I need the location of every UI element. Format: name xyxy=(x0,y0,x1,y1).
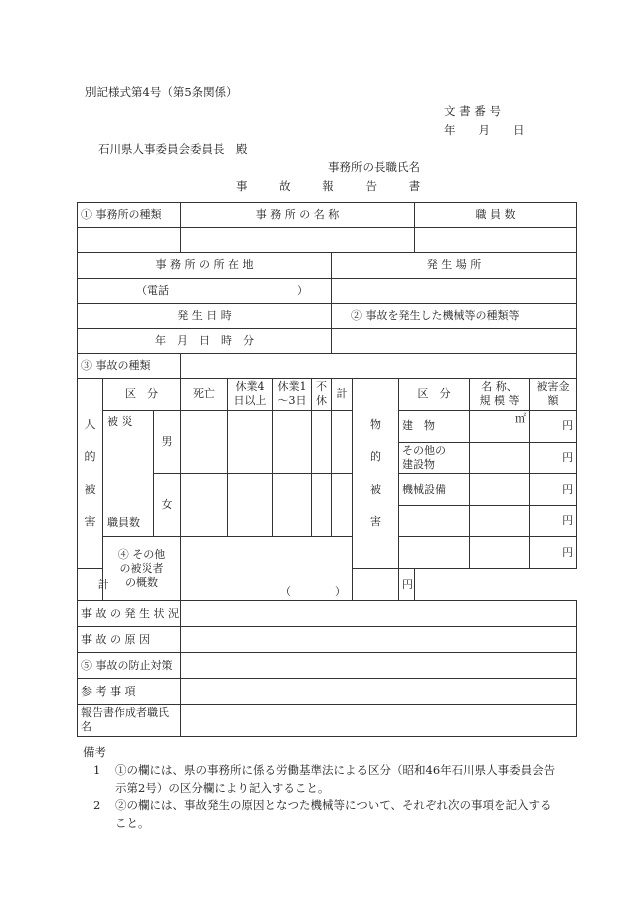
reference-field[interactable] xyxy=(181,679,577,705)
death-header: 死亡 xyxy=(181,379,228,411)
blank-property-size-cell[interactable] xyxy=(470,506,530,537)
other-building-label: その他の 建設物 xyxy=(399,442,470,474)
property-name-header: 名 称、 規 模 等 xyxy=(470,379,530,411)
reference-label: 参 考 事 項 xyxy=(78,679,181,705)
blank-property-amount-cell[interactable]: 円 xyxy=(530,506,577,537)
staff-count-field[interactable] xyxy=(415,228,577,253)
accident-type-header: ③ 事故の種類 xyxy=(78,354,181,379)
male-leave4-cell[interactable] xyxy=(228,410,273,474)
damage-amount-header: 被害金額 xyxy=(530,379,577,411)
no-leave-header: 不休 xyxy=(312,379,332,411)
female-leave1-cell[interactable] xyxy=(273,474,312,537)
building-size-cell[interactable]: ㎡ xyxy=(470,410,530,442)
property-total-label: 計 xyxy=(78,569,129,601)
human-total-header: 計 xyxy=(332,379,353,411)
male-label: 男 xyxy=(154,410,181,474)
female-leave4-cell[interactable] xyxy=(228,474,273,537)
addressee: 石川県人事委員会委員長 殿 xyxy=(98,142,248,156)
situation-label: 事 故 の 発 生 状 況 xyxy=(78,601,181,627)
cause-label: 事 故 の 原 因 xyxy=(78,627,181,653)
occurrence-place-field[interactable] xyxy=(332,279,577,304)
office-type-field[interactable] xyxy=(78,228,181,253)
female-total-cell[interactable] xyxy=(332,474,353,537)
building-label: 建 物 xyxy=(399,410,470,442)
blank-property-amount-cell-2[interactable]: 円 xyxy=(530,537,577,569)
leave4-header: 休業4 日以上 xyxy=(228,379,273,411)
other-victims-label: ④ その他 の被災者 の概数 xyxy=(103,537,181,601)
property-total-amount-cell[interactable]: 円 xyxy=(399,569,415,601)
situation-field[interactable] xyxy=(181,601,577,627)
office-location-field[interactable]: （電話 ） xyxy=(78,279,332,304)
date-label: 年 月 日 xyxy=(444,123,525,137)
document-title: 事 故 報 告 書 xyxy=(236,179,435,193)
office-location-header: 事 務 所 の 所 在 地 xyxy=(78,253,332,279)
note-text: ①の欄には、県の事務所に係る労働基準法による区分（昭和46年石川県人事委員会告示第2号）の区分欄により記入すること。 xyxy=(115,762,556,795)
accident-report-table xyxy=(77,202,577,737)
victims-staff-label: 被 災 職員数 xyxy=(103,410,154,537)
female-no-leave-cell[interactable] xyxy=(312,474,332,537)
sender-label: 事務所の長職氏名 xyxy=(328,160,420,174)
property-category-header: 区 分 xyxy=(399,379,470,411)
female-death-cell[interactable] xyxy=(181,474,228,537)
property-total-size-cell[interactable] xyxy=(353,569,399,601)
form-label: 別記様式第4号（第5条関係） xyxy=(85,85,238,99)
occurrence-datetime-field[interactable]: 年 月 日 時 分 xyxy=(78,329,332,354)
male-leave1-cell[interactable] xyxy=(273,410,312,474)
female-label: 女 xyxy=(154,474,181,537)
blank-property-label-2[interactable] xyxy=(399,537,470,569)
machine-type-header: ② 事故を発生した機械等の種類等 xyxy=(332,304,577,329)
note-text: ②の欄には、事故発生の原因となつた機械等について、それぞれ次の事項を記入すること。 xyxy=(115,798,552,831)
equipment-amount-cell[interactable]: 円 xyxy=(530,474,577,506)
occurrence-place-header: 発 生 場 所 xyxy=(332,253,577,279)
leave1-header: 休業1 〜3日 xyxy=(273,379,312,411)
office-name-field[interactable] xyxy=(181,228,415,253)
blank-property-size-cell-2[interactable] xyxy=(470,537,530,569)
note-item: 1 ①の欄には、県の事務所に係る労働基準法による区分（昭和46年石川県人事委員会告示第2号）の区分欄により記入すること。 xyxy=(93,762,563,798)
prevention-field[interactable] xyxy=(181,653,577,679)
equipment-label: 機械設備 xyxy=(399,474,470,506)
property-damage-label: 物 的 被 害 xyxy=(353,379,399,569)
cause-field[interactable] xyxy=(181,627,577,653)
other-building-size-cell[interactable] xyxy=(470,442,530,474)
equipment-size-cell[interactable] xyxy=(470,474,530,506)
prevention-label: ⑤ 事故の防止対策 xyxy=(78,653,181,679)
accident-type-field[interactable] xyxy=(181,354,577,379)
building-amount-cell[interactable]: 円 xyxy=(530,410,577,442)
notes-title: 備考 xyxy=(83,745,106,759)
other-victims-field[interactable]: （ ） xyxy=(181,537,353,601)
note-item: 2 ②の欄には、事故発生の原因となつた機械等について、それぞれ次の事項を記入すること。 xyxy=(93,797,563,833)
document-number-label: 文 書 番 号 xyxy=(444,104,501,118)
notes-section xyxy=(83,744,563,833)
occurrence-datetime-header: 発 生 日 時 xyxy=(78,304,332,329)
reporter-label: 報告書作成者職氏名 xyxy=(78,705,181,737)
human-category-header: 区 分 xyxy=(103,379,181,411)
male-total-cell[interactable] xyxy=(332,410,353,474)
human-damage-label: 人 的 被 害 xyxy=(78,379,103,569)
staff-count-header: 職 員 数 xyxy=(415,203,577,228)
male-no-leave-cell[interactable] xyxy=(312,410,332,474)
machine-type-field[interactable] xyxy=(332,329,577,354)
other-building-amount-cell[interactable]: 円 xyxy=(530,442,577,474)
reporter-field[interactable] xyxy=(181,705,577,737)
office-type-header: ① 事務所の種類 xyxy=(78,203,181,228)
office-name-header: 事 務 所 の 名 称 xyxy=(181,203,415,228)
blank-property-label[interactable] xyxy=(399,506,470,537)
male-death-cell[interactable] xyxy=(181,410,228,474)
